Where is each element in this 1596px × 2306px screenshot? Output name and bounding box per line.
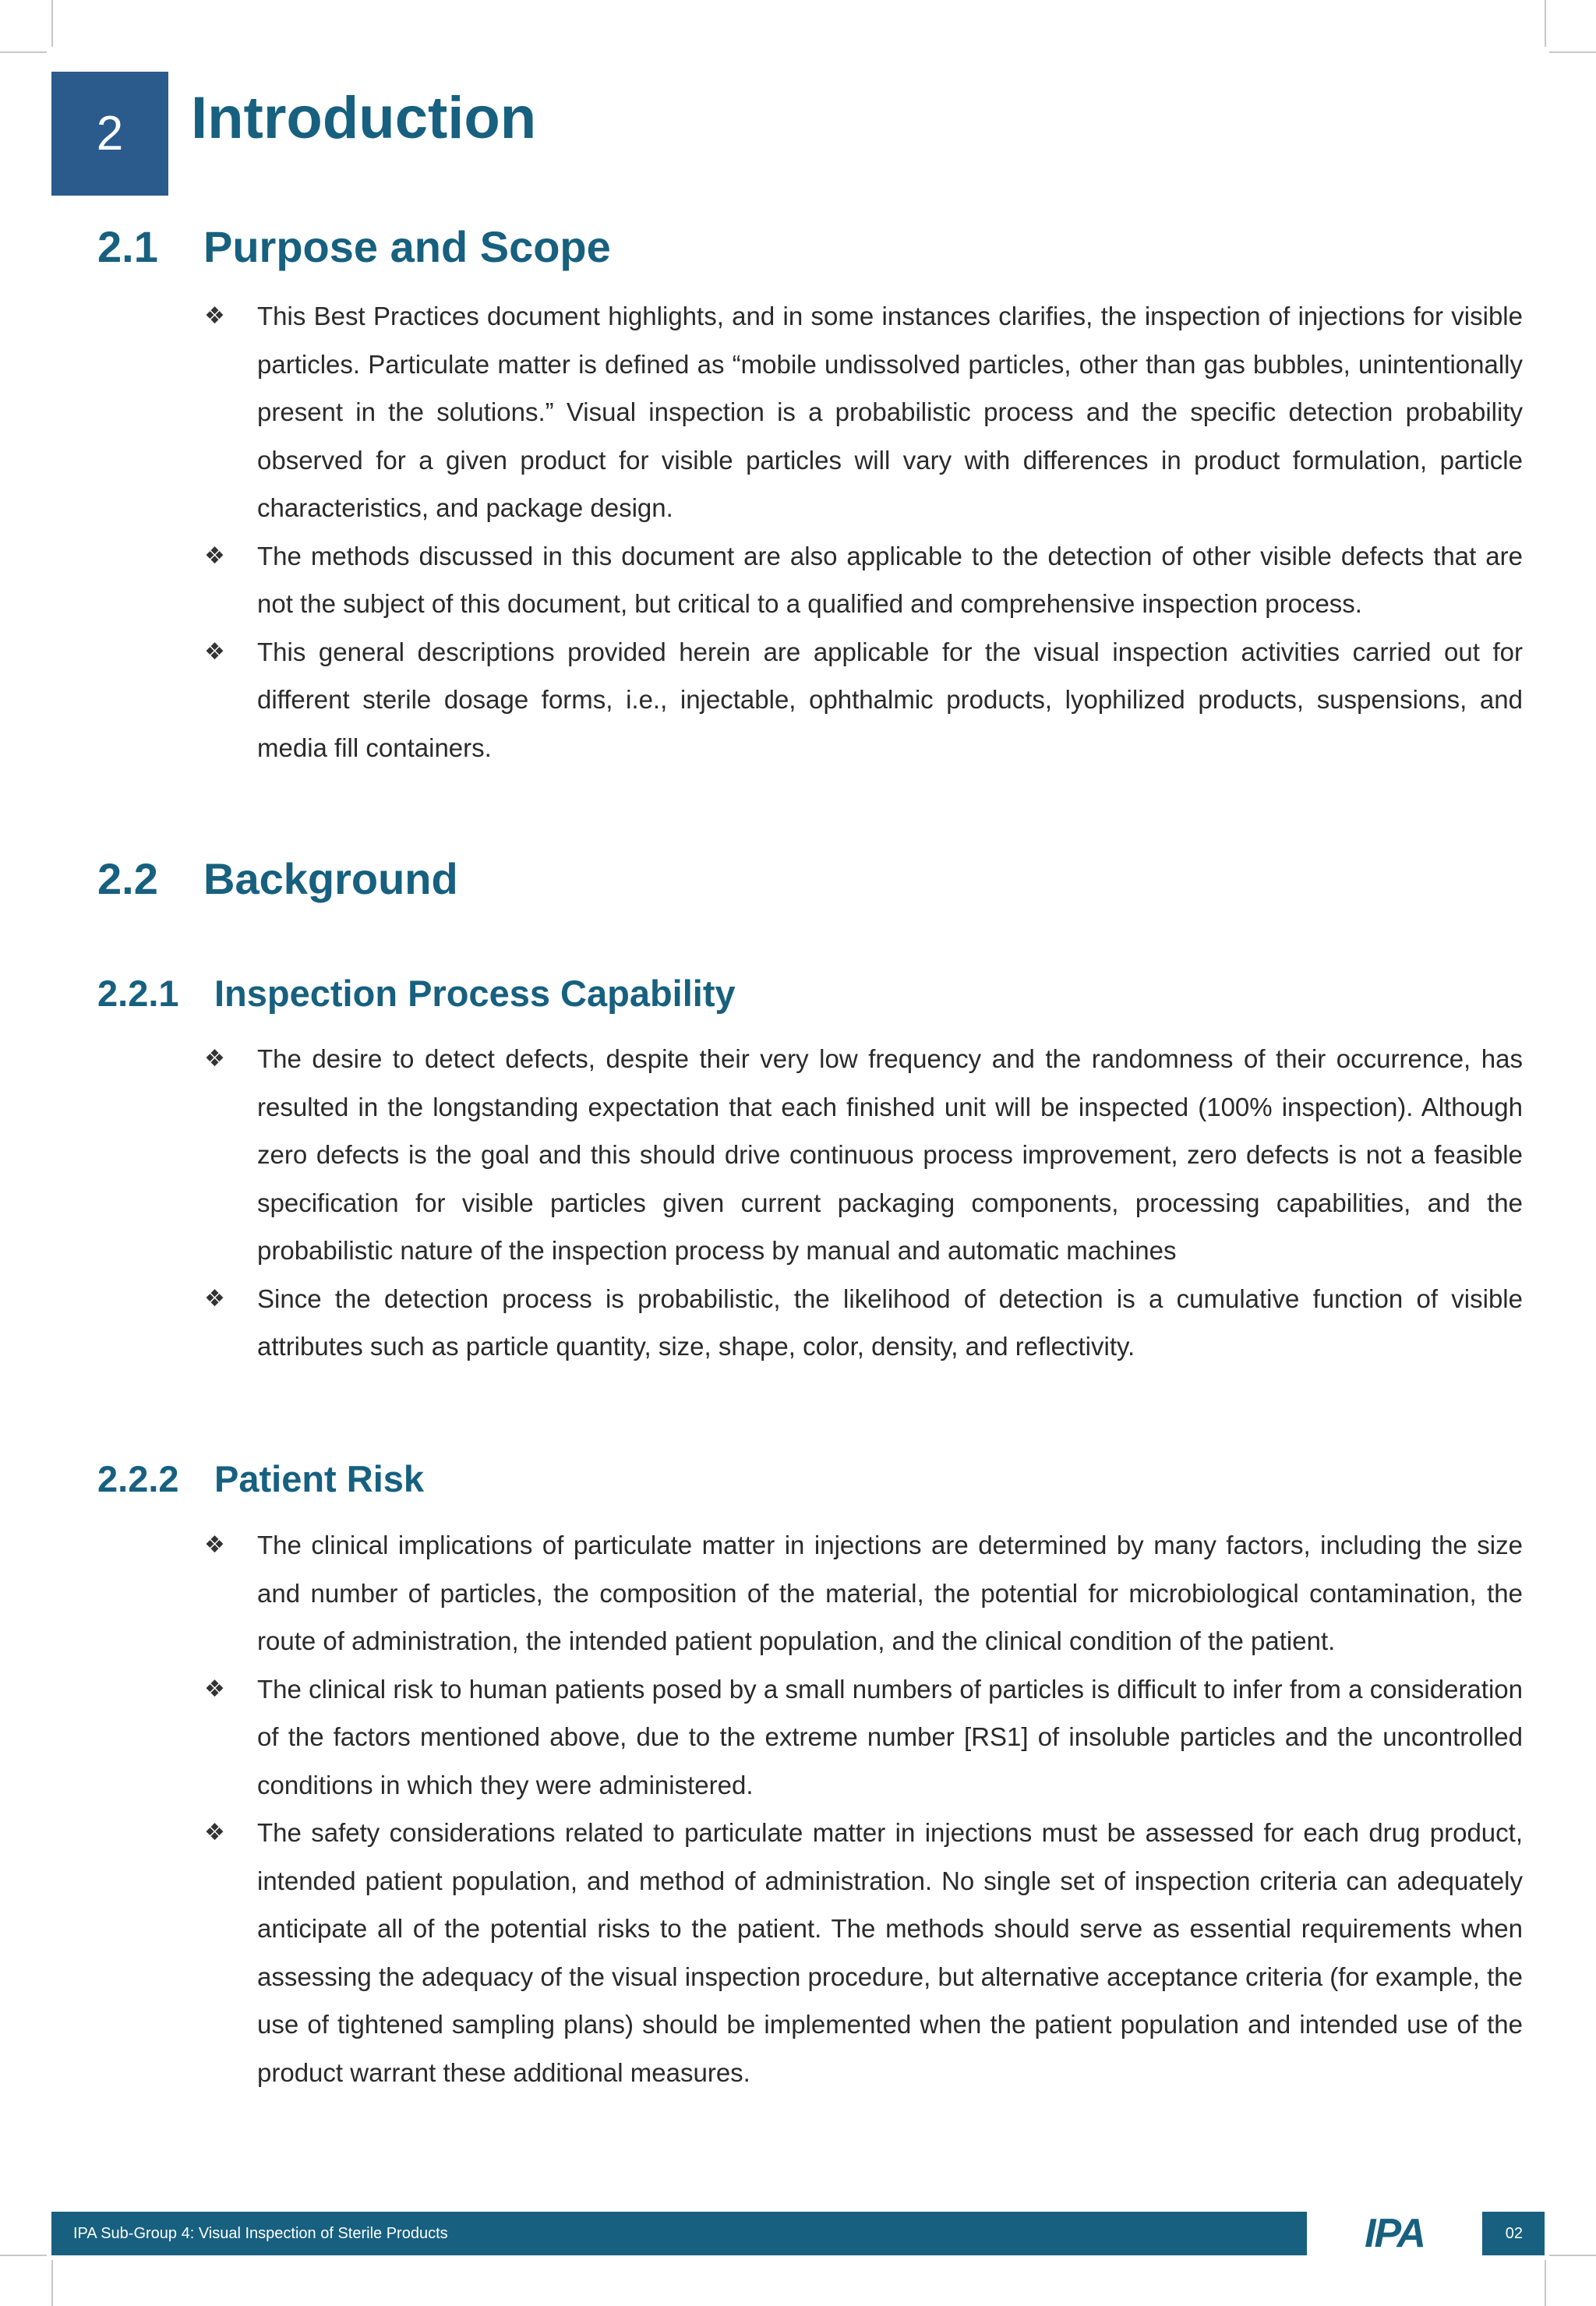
crop-mark — [1545, 2260, 1546, 2306]
chapter-number: 2 — [96, 107, 124, 161]
crop-mark — [1545, 0, 1546, 47]
bullet-text: The safety considerations related to particulate matter in injections must be assessed for each drug product, intended patient population, and method of administration. No single set of inspection criteria can adequately anticipate all of the potential risks to the patient. The methods should serve as essential requirements when assessing the adequacy of the visual inspection procedure, but alternative acceptance criteria (for example, the use of tightened sampling plans) should be implemented when the patient population and intended use of the product warrant these additional measures. — [257, 1818, 1523, 2087]
bullet-diamond-icon: ❖ — [204, 302, 225, 330]
bullet-text: The clinical implications of particulate matter in injections are determined by many factors, including the size and number of particles, the composition of the material, the potential for microbiological contamination, the route of administration, the intended patient population, and the clinical condition of the patient. — [257, 1531, 1523, 1655]
list-item — [204, 1521, 1523, 1665]
bullet-diamond-icon: ❖ — [204, 1531, 225, 1559]
bullet-text: The clinical risk to human patients posed by a small numbers of particles is difficult to infer from a consideration of the factors mentioned above, due to the extreme number [RS1] of insoluble particles and the uncontrolled conditions in which they were administered. — [257, 1674, 1523, 1799]
footer-bar — [51, 2212, 1545, 2255]
bullet-text: This Best Practices document highlights, and in some instances clarifies, the inspection of injections for visible particles. Particulate matter is defined as “mobile undissolved particles, other than gas bubbles, unintentionally present in the solutions.” Visual inspection is a probabilistic process and the specific detection probability observed for a given product for visible particles will vary with differences in product formulation, particle characteristics, and package design. — [257, 302, 1523, 522]
bullet-list-patient-risk — [204, 1521, 1523, 2096]
list-item — [204, 628, 1523, 772]
bullet-text: Since the detection process is probabilistic, the likelihood of detection is a cumulative function of visible attributes such as particle quantity, size, shape, color, density, and reflectivity. — [257, 1284, 1523, 1361]
chapter-title: Introduction — [191, 85, 537, 151]
crop-mark — [51, 0, 53, 47]
subsection-heading-patient-risk — [97, 1460, 424, 1497]
crop-mark — [0, 2255, 47, 2256]
bullet-diamond-icon: ❖ — [204, 637, 225, 666]
section-number: 2.2 — [97, 854, 158, 903]
page-number: 02 — [1505, 2225, 1523, 2242]
section-number: 2.1 — [97, 222, 158, 271]
subsection-title: Patient Risk — [214, 1458, 425, 1499]
section-heading-purpose-scope — [97, 222, 611, 271]
bullet-text: The desire to detect defects, despite their very low frequency and the randomness of their occurrence, has resulted in the longstanding expectation that each finished unit will be inspected (100% inspection). Although zero defects is the goal and this should drive continuous process improvement, zero defects is not a feasible specification for visible particles given current packaging components, processing capabilities, and the probabilistic nature of the inspection process by manual and automatic machines — [257, 1044, 1523, 1265]
crop-mark — [0, 51, 47, 53]
bullet-diamond-icon: ❖ — [204, 542, 225, 570]
crop-mark — [51, 2260, 53, 2306]
ipa-logo — [1307, 2212, 1482, 2255]
bullet-list-purpose-scope — [204, 292, 1523, 772]
bullet-text: This general descriptions provided herein are applicable for the visual inspection activities carried out for different sterile dosage forms, i.e., injectable, ophthalmic products, lyophilized products, suspensions, and media fill containers. — [257, 637, 1523, 762]
bullet-diamond-icon: ❖ — [204, 1284, 225, 1312]
bullet-diamond-icon: ❖ — [204, 1819, 225, 1846]
subsection-number: 2.2.2 — [97, 1458, 179, 1499]
list-item — [204, 1035, 1523, 1275]
list-item — [204, 532, 1523, 628]
list-item — [204, 1809, 1523, 2096]
ipa-logo-text: IPA — [1365, 2211, 1425, 2256]
section-title: Background — [203, 854, 458, 903]
list-item — [204, 1275, 1523, 1371]
section-heading-background — [97, 854, 458, 903]
subsection-title: Inspection Process Capability — [214, 973, 736, 1014]
bullet-list-inspection-capability — [204, 1035, 1523, 1371]
section-title: Purpose and Scope — [203, 222, 611, 271]
crop-mark — [1549, 51, 1596, 53]
bullet-diamond-icon: ❖ — [204, 1675, 225, 1703]
list-item — [204, 1665, 1523, 1810]
crop-mark — [1549, 2255, 1596, 2256]
chapter-number-box — [51, 72, 168, 196]
list-item — [204, 292, 1523, 532]
subsection-number: 2.2.1 — [97, 973, 179, 1014]
bullet-diamond-icon: ❖ — [204, 1045, 225, 1072]
footer-title: IPA Sub-Group 4: Visual Inspection of Sterile Products — [73, 2225, 448, 2242]
subsection-heading-inspection-capability — [97, 975, 736, 1012]
bullet-text: The methods discussed in this document are also applicable to the detection of other visible defects that are not the subject of this document, but critical to a qualified and comprehensive inspection process. — [257, 541, 1523, 618]
